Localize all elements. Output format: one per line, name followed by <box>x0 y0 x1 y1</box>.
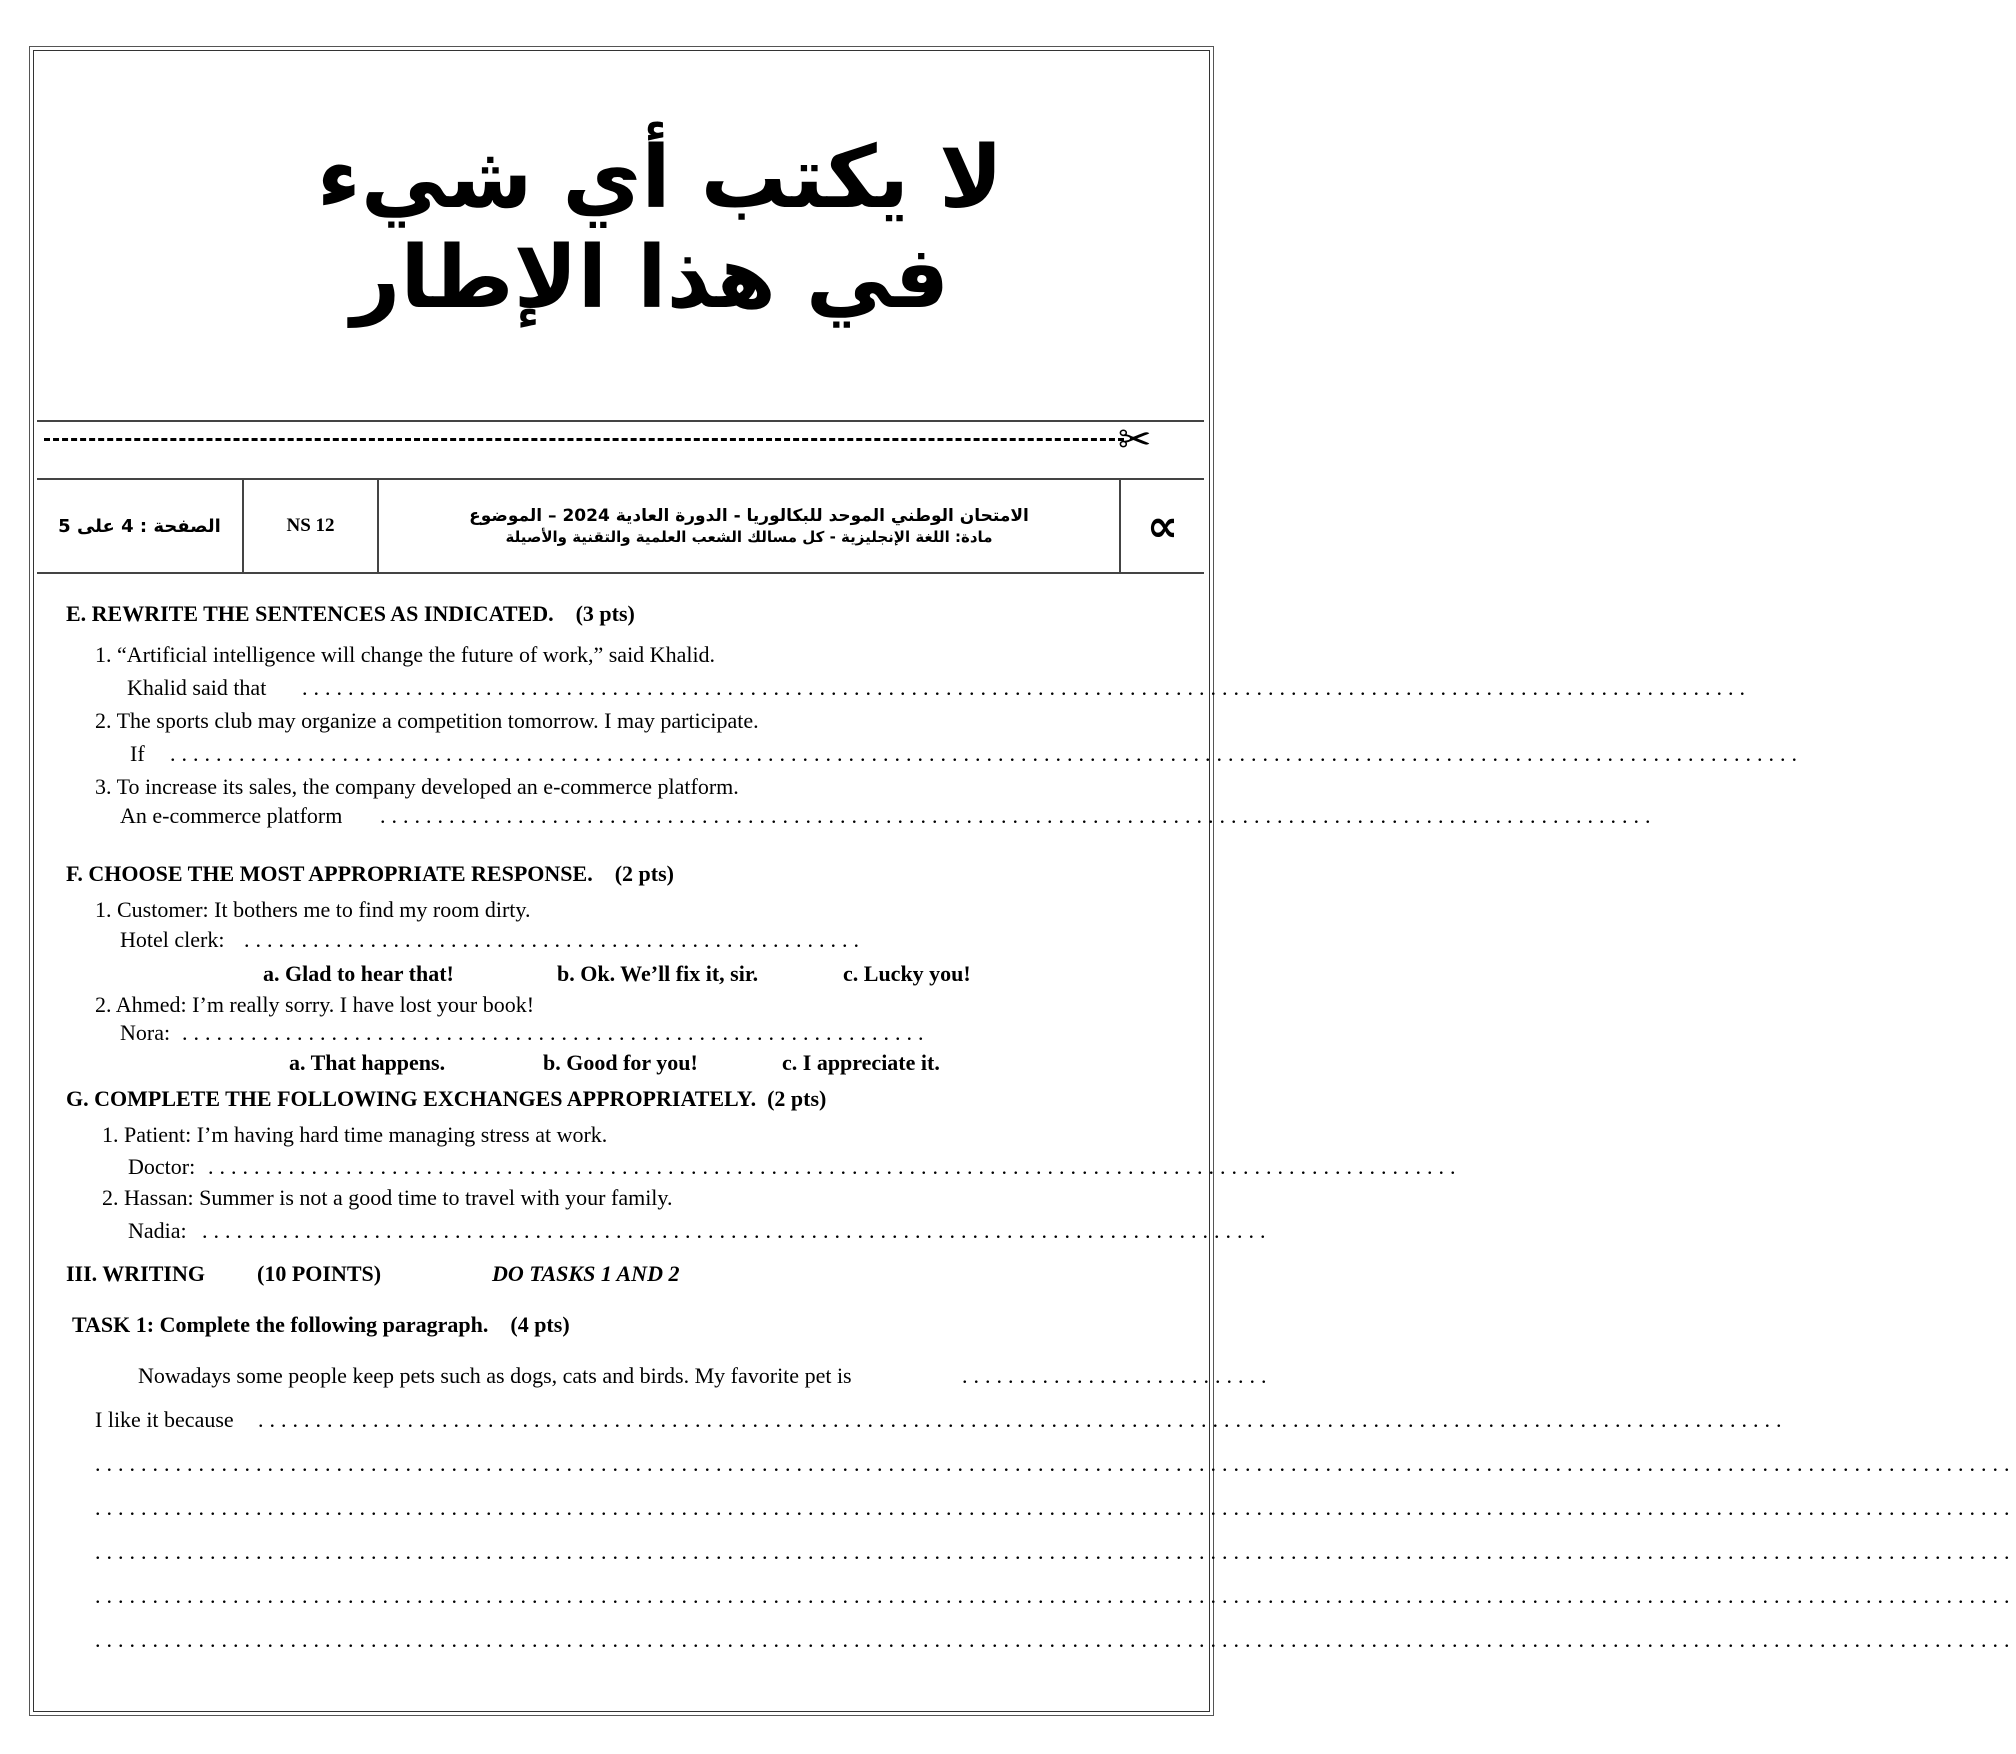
section-f-item-1-speaker: Hotel clerk: <box>120 927 225 952</box>
section-f-item-2-option-a[interactable]: a. That happens. <box>289 1050 446 1075</box>
answer-line[interactable]: .............................................................................................................................................. <box>170 741 1803 766</box>
answer-line[interactable]: ..................................................................................................................................... <box>258 1407 1788 1432</box>
section-e-item-3-starter: An e-commerce platform <box>120 803 343 828</box>
exam-title-block <box>379 480 1121 572</box>
section-g-heading: G. COMPLETE THE FOLLOWING EXCHANGES APPROPRIATELY. (2 pts) <box>66 1086 827 1111</box>
exam-subject: مادة: اللغة الإنجليزية - كل مسالك الشعب العلمية والتقنية والأصيلة <box>505 528 993 546</box>
writing-heading: III. WRITING <box>66 1261 205 1286</box>
section-f-points: (2 pts) <box>614 861 674 886</box>
writing-points: (10 POINTS) <box>257 1261 382 1286</box>
answer-line[interactable]: ....................................................................................................................................................................... <box>95 1539 2016 1564</box>
no-writing-notice-line-2: في هذا الإطار <box>350 228 950 328</box>
writing-instruction: DO TASKS 1 AND 2 <box>492 1261 680 1286</box>
section-g-item-1-speaker: Doctor: <box>128 1154 196 1179</box>
answer-line[interactable]: ........................... <box>962 1363 1273 1388</box>
section-f-item-2-option-c[interactable]: c. I appreciate it. <box>782 1050 940 1075</box>
exam-logo: ∝ <box>1146 500 1179 552</box>
task1-line-1: Nowadays some people keep pets such as dogs, cats and birds. My favorite pet is <box>138 1363 852 1388</box>
answer-line[interactable]: ............................................................................................................... <box>380 803 1657 828</box>
exam-header <box>37 478 1204 574</box>
section-f-item-2-speaker: Nora: <box>120 1020 171 1045</box>
section-f-item-2-prompt: 2. Ahmed: I’m really sorry. I have lost your book! <box>95 992 535 1017</box>
section-f-item-1-prompt: 1. Customer: It bothers me to find my room dirty. <box>95 897 531 922</box>
cut-line <box>44 438 1124 441</box>
task1-heading: TASK 1: Complete the following paragraph. (4 pts) <box>72 1312 570 1337</box>
section-e-item-3-prompt: 3. To increase its sales, the company developed an e-commerce platform. <box>95 774 739 799</box>
section-e-item-2-starter: If <box>130 741 145 766</box>
section-e-item-1-starter: Khalid said that <box>127 675 267 700</box>
answer-line[interactable]: ....................................................................................................................................................................... <box>95 1495 2016 1520</box>
answer-line[interactable]: ............................................................................................................. <box>208 1154 1462 1179</box>
exam-code: NS 12 <box>244 480 379 572</box>
no-writing-notice-line-1: لا يكتب أي شيء <box>316 128 1004 228</box>
answer-line[interactable]: ....................................................................................................................................................................... <box>95 1451 2016 1476</box>
answer-line[interactable]: ....................................................................................................................................................................... <box>95 1627 2016 1652</box>
page-number: الصفحة : 4 على 5 <box>37 480 244 572</box>
section-e-item-2-prompt: 2. The sports club may organize a competition tomorrow. I may participate. <box>95 708 759 733</box>
section-e-heading: E. REWRITE THE SENTENCES AS INDICATED. (3 pts) <box>66 601 635 626</box>
answer-line[interactable]: ....................................................................................................................................................................... <box>95 1583 2016 1608</box>
answer-line[interactable]: ................................................................. <box>182 1020 930 1045</box>
section-f-item-1-option-c[interactable]: c. Lucky you! <box>843 961 971 986</box>
section-e-points: (3 pts) <box>575 601 635 626</box>
scissors-icon: ✂ <box>1118 417 1152 463</box>
exam-title: الامتحان الوطني الموحد للبكالوريا - الدورة العادية 2024 – الموضوع <box>469 506 1029 526</box>
section-g-item-1-prompt: 1. Patient: I’m having hard time managing stress at work. <box>102 1122 608 1147</box>
section-g-item-2-speaker: Nadia: <box>128 1218 187 1243</box>
task1-line-2: I like it because <box>95 1407 234 1432</box>
section-f-heading: F. CHOOSE THE MOST APPROPRIATE RESPONSE. (2 pts) <box>66 861 674 886</box>
answer-line[interactable]: ............................................................................................. <box>202 1218 1272 1243</box>
section-f-item-1-option-a[interactable]: a. Glad to hear that! <box>263 961 454 986</box>
answer-line[interactable]: .............................................................................................................................. <box>302 675 1751 700</box>
section-g-points: (2 pts) <box>767 1086 827 1111</box>
section-e-item-1-prompt: 1. “Artificial intelligence will change the future of work,” said Khalid. <box>95 642 716 667</box>
task1-points: (4 pts) <box>510 1312 570 1337</box>
section-f-item-1-option-b[interactable]: b. Ok. We’ll fix it, sir. <box>557 961 759 986</box>
answer-line[interactable]: ...................................................... <box>244 927 865 952</box>
section-f-item-2-option-b[interactable]: b. Good for you! <box>543 1050 698 1075</box>
section-g-item-2-prompt: 2. Hassan: Summer is not a good time to travel with your family. <box>102 1185 673 1210</box>
